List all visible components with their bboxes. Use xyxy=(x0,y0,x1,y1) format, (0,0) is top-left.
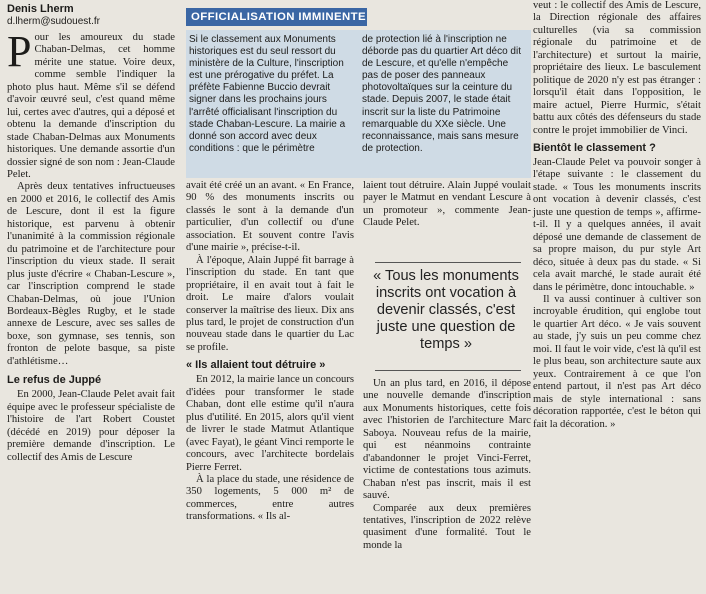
column-3-top xyxy=(363,180,531,230)
col1-paragraph-3: En 2000, Jean-Claude Pelet avait fait équipe avec le professeur spécialiste de l'histoire de l'art Robert Coustet (décédé en 2019) pour déposer la première demande d'inscription. Le collectif des Amis de Lescure xyxy=(7,389,175,463)
quote-rule-bottom xyxy=(375,370,521,371)
drop-cap: P xyxy=(7,27,32,76)
col4-paragraph-3: Il va aussi continuer à cultiver son incroyable érudition, qui englobe tout le quartier Art déco. « Je vais souvent au stade, j'y suis un peu comme chez moi. Il faut le voir vide, c'est là qu'il est le plus beau, son architecture saute aux yeux. Contrairement à ce que l'on entend partout, il n'est pas Art déco mais de style international : sans décoration rapportée, c'est le béton qui fait la décoration. » xyxy=(533,293,701,430)
author-name: Denis Lherm xyxy=(7,3,74,15)
col1-paragraph-2: Après deux tentatives infructueuses en 2000 et 2016, le collectif des Amis de Lescure, dont il est la figure historique, est parvenu à obtenir l'unanimité à la commission régionale du patrimoine et de l'architecture pour l'inscription du vieux stade. Il serait plus juste d'écrire « Chaban-Lescure », car l'inscription comprend le stade Chaban-Delmas, où joue l'Union Bordeaux-Bègles Rugby, et le stade annexe de Lescure, avec ses salles de boxe, son gymnase, ses tennis, son fronton de pelote basque, sa piste d'athlétisme… xyxy=(7,181,175,367)
info-box xyxy=(186,30,531,178)
column-3-bottom xyxy=(363,378,531,552)
subhead-refus-juppe: Le refus de Juppé xyxy=(7,374,102,387)
col3-paragraph-1: laient tout détruire. Alain Juppé voulait payer le Matmut en vendant Lescure à un promoteur », commente Jean-Claude Pelet. xyxy=(363,180,531,229)
col3-paragraph-2: Un an plus tard, en 2016, il dépose une nouvelle demande d'inscription aux Monuments historiques, cette fois avec l'historien de l'architecture Marc Saboya. Nouveau refus de la mairie, qui est néanmoins contrainte d'abandonner le projet Vinci-Ferret, victime de contestations tous azimuts. Chaban n'est pas inscrit, mais il est sauvé. xyxy=(363,378,531,502)
info-box-col-2: de protection lié à l'inscription ne déborde pas du quartier Art déco dit de Lescure, et qu'elle n'empêche pas de poser des panneaux photovoltaïques sur la ceinture du stade. Depuis 2007, le stade était inscrit sur la liste du Patrimoine remarquable du XXe siècle. Une reconnaissance, mais sans mesure de protection. xyxy=(362,34,521,154)
info-box-col-1: Si le classement aux Monuments historiques est du seul ressort du ministère de la Culture, l'inscription est une prérogative du préfet. La préfète Fabienne Buccio devrait signer dans les prochains jours l'arrêté officialisant l'inscription du stade Chaban-Lescure. La mairie a donné son accord avec deux conditions : que le périmètre xyxy=(189,34,346,154)
col4-paragraph-1: veut : le collectif des Amis de Lescure, la Direction régionale des affaires culturelles (via sa commission régionale du patrimoine et de l'architecture) et surtout la mairie, propriétaire des lieux. Le basculement politique de 2020 n'y est pas étranger : lorsqu'il était dans l'opposition, le maire actuel, Pierre Hurmic, s'était battu aux côtés des défenseurs du stade contre le projet immobilier de Vinci. xyxy=(533,0,701,136)
subhead-bientot-classement: Bientôt le classement ? xyxy=(533,141,656,154)
column-1 xyxy=(7,0,175,464)
quote-rule-top xyxy=(375,262,521,263)
col4-paragraph-2: Jean-Claude Pelet va pouvoir songer à l'étape suivante : le classement du stade. « Tous les monuments inscrits ont vocation à devenir classés, c'est juste une question de temps », affirme-t-il. Il y a quelques années, il avait déposé une demande de classement de sa propre maison, du pur style Art déco, située à deux pas du stade. « Si cela avait marché, le stade aurait été dans le périmètre, donc intouchable. » xyxy=(533,156,701,293)
column-4 xyxy=(533,0,701,431)
col2-paragraph-3: En 2012, la mairie lance un concours d'idées pour transformer le stade Chaban, dont elle estime qu'il n'aura plus d'utilité. En 2015, alors qu'il vient de livrer le stade Matmut Atlantique (avec Fayat), le géant Vinci remporte le concours, avec l'architecte bordelais Pierre Ferret. xyxy=(186,374,354,473)
author-email[interactable]: d.lherm@sudouest.fr xyxy=(7,16,100,27)
subhead-ils-allaient: « Ils allaient tout détruire » xyxy=(186,359,326,372)
col2-paragraph-1: avait été créé un an avant. « En France, 90 % des monuments inscrits ou classés le sont à la demande d'un particulier, d'un collectif ou d'une association. Et souvent contre l'avis d'une mairie », précise-t-il. xyxy=(186,180,354,254)
column-2 xyxy=(186,180,354,524)
col2-paragraph-2: À l'époque, Alain Juppé fit barrage à l'inscription du stade. En tant que propriétaire, il en avait tout à fait le droit. Le maire d'alors voulait conserver la maîtrise des lieux. Dix ans plus tard, le projet de construction d'un nouveau stade dans le quartier du Lac se profile. xyxy=(186,254,354,353)
pull-quote: « Tous les monuments inscrits ont vocation à devenir classés, c'est juste une question de temps » xyxy=(373,268,519,352)
lead-text: our les amoureux du stade Chaban-Delmas, cet homme mérite une statue. Voire deux, comme semble l'indiquer la photo plus haut. Même s'il se défend d'avoir œuvré seul, c'est quand même lui, certes avec d'autres, qui a déposé et obtenu la demande d'inscription du stade Chaban-Delmas aux Monuments historiques. Une demande assortie d'un dossier signé de son nom : Jean-Claude Pelet. xyxy=(7,32,175,180)
box-heading: OFFICIALISATION IMMINENTE xyxy=(186,8,367,26)
lead-paragraph xyxy=(7,27,175,181)
col3-paragraph-3: Comparée aux deux premières tentatives, l'inscription de 2022 relève quasiment d'une formalité. Tout le monde la xyxy=(363,502,531,551)
col2-paragraph-4: À la place du stade, une résidence de 350 logements, 5 000 m² de commerces, entre autres transformations. « Ils al- xyxy=(186,473,354,523)
